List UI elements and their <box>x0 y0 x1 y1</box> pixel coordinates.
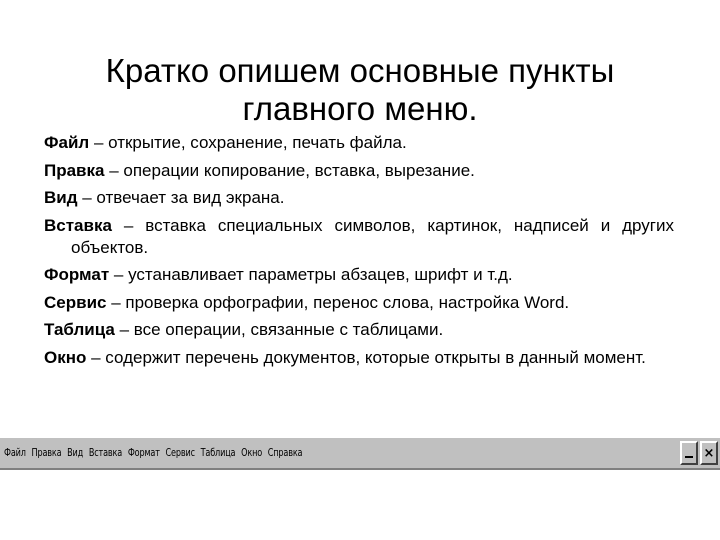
minimize-button[interactable] <box>680 441 698 465</box>
list-item-view <box>44 187 674 209</box>
slide-title-line-2: главного меню. <box>242 90 478 127</box>
item-desc: – отвечает за вид экрана. <box>77 188 285 207</box>
item-term: Таблица <box>44 320 115 339</box>
item-desc: – все операции, связанные с таблицами. <box>114 320 444 339</box>
item-desc: – проверка орфографии, перенос слова, настройка Word. <box>106 292 570 312</box>
menu-edit[interactable]: Правка <box>31 446 62 459</box>
menu-view[interactable]: Вид <box>67 446 84 459</box>
slide-title <box>0 52 720 128</box>
menu-format[interactable]: Формат <box>127 446 160 459</box>
item-desc: – открытие, сохранение, печать файла. <box>89 133 407 152</box>
list-item-insert <box>44 215 674 259</box>
menu-file[interactable]: Файл <box>4 446 26 459</box>
item-term: Вид <box>44 188 78 207</box>
item-term: Формат <box>44 265 110 284</box>
list-item-tools <box>44 292 674 314</box>
item-desc: – операции копирование, вставка, вырезание. <box>104 160 475 180</box>
list-item-edit <box>44 160 674 182</box>
item-term: Файл <box>44 133 90 152</box>
item-desc: – содержит перечень документов, которые открыты в данный момент. <box>86 347 646 367</box>
minimize-icon <box>685 456 693 458</box>
close-icon: × <box>703 446 715 461</box>
item-term: Вставка <box>44 215 112 235</box>
item-desc: – вставка специальных символов, картинок, надписей и других объектов. <box>71 215 674 257</box>
list-item-file <box>44 132 674 154</box>
item-desc: – устанавливает параметры абзацев, шрифт и т.д. <box>109 265 513 284</box>
close-button[interactable] <box>700 441 718 465</box>
menu-bar-items <box>4 446 302 459</box>
list-item-table <box>44 319 674 341</box>
menu-insert[interactable]: Вставка <box>88 446 123 459</box>
item-term: Сервис <box>44 292 107 312</box>
window-controls <box>680 441 718 465</box>
item-term: Правка <box>44 160 105 180</box>
menu-window[interactable]: Окно <box>241 446 263 459</box>
word-menu-bar <box>0 436 720 470</box>
menu-description-list <box>44 132 674 374</box>
list-item-window <box>44 347 674 369</box>
slide-title-line-1: Кратко опишем основные пункты <box>105 52 615 89</box>
item-term: Окно <box>44 347 87 367</box>
menu-help[interactable]: Справка <box>267 446 303 459</box>
menu-table[interactable]: Таблица <box>200 446 236 459</box>
list-item-format <box>44 264 674 286</box>
menu-tools[interactable]: Сервис <box>165 446 195 459</box>
